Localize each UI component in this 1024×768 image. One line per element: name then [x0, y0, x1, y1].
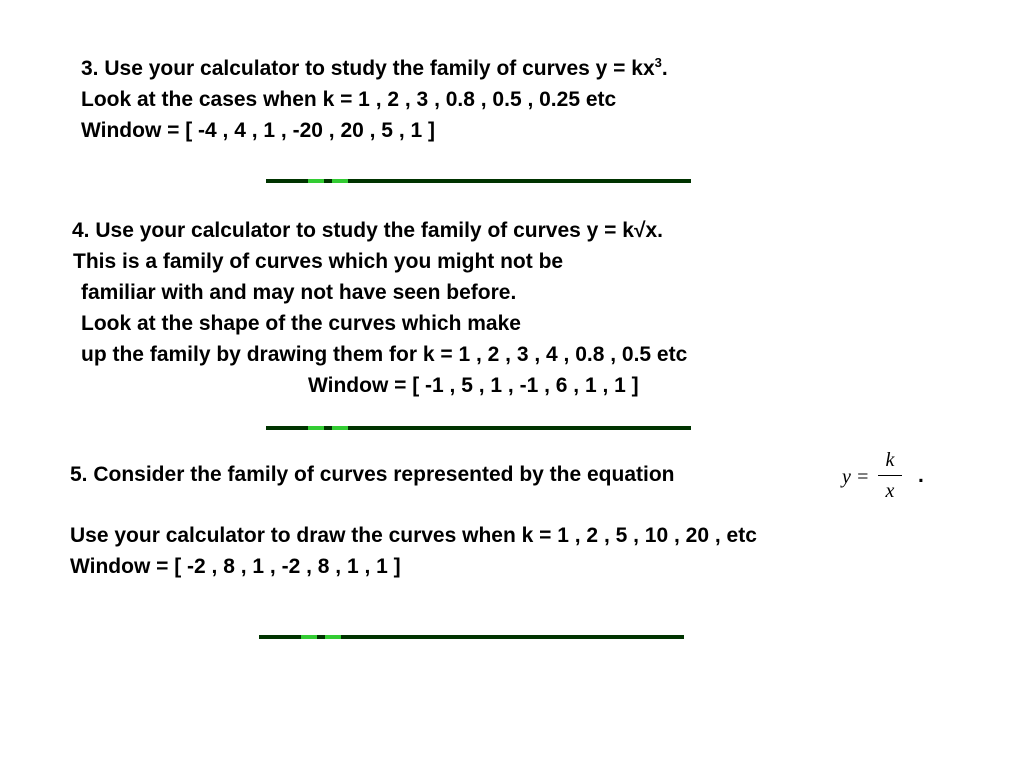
problem-4-window: Window = [ -1 , 5 , 1 , -1 , 6 , 1 , 1 ] [308, 374, 639, 397]
problem-4-line-1: 4. Use your calculator to study the family of curves y = k√x. [72, 219, 663, 242]
fraction-numerator: k [885, 449, 895, 471]
problem-4-line-4: Look at the shape of the curves which make [81, 312, 521, 335]
problem-5-line-2: Use your calculator to draw the curves when k = 1 , 2 , 5 , 10 , 20 , etc [70, 524, 757, 547]
equation-fraction [878, 448, 902, 504]
problem-3-line-2: Look at the cases when k = 1 , 2 , 3 , 0.8 , 0.5 , 0.25 etc [81, 88, 617, 111]
problem-3-text: 3. Use your calculator to study the family of curves y = kx [81, 57, 655, 80]
problem-5-window: Window = [ -2 , 8 , 1 , -2 , 8 , 1 , 1 ] [70, 555, 401, 578]
section-divider-3 [259, 635, 684, 639]
exponent: 3 [654, 55, 662, 70]
problem-3-line-1 [81, 57, 668, 81]
fraction-denominator: x [885, 480, 895, 502]
problem-5-line-1: 5. Consider the family of curves represented by the equation [70, 463, 675, 486]
equation-period: . [918, 464, 924, 487]
problem-4-line-2: This is a family of curves which you might not be [73, 250, 564, 273]
section-divider-1 [266, 179, 691, 183]
problem-3-period: . [661, 57, 668, 80]
section-divider-2 [266, 426, 691, 430]
problem-4-line-3: familiar with and may not have seen before. [81, 281, 517, 304]
problem-4-line-5: up the family by drawing them for k = 1 , 2 , 3 , 4 , 0.8 , 0.5 etc [81, 343, 688, 366]
problem-3-window: Window = [ -4 , 4 , 1 , -20 , 20 , 5 , 1 ] [81, 119, 435, 142]
equation-y-equals-k-over-x [842, 448, 922, 508]
fraction-bar [878, 475, 902, 476]
equation-lhs: y = [842, 466, 870, 488]
